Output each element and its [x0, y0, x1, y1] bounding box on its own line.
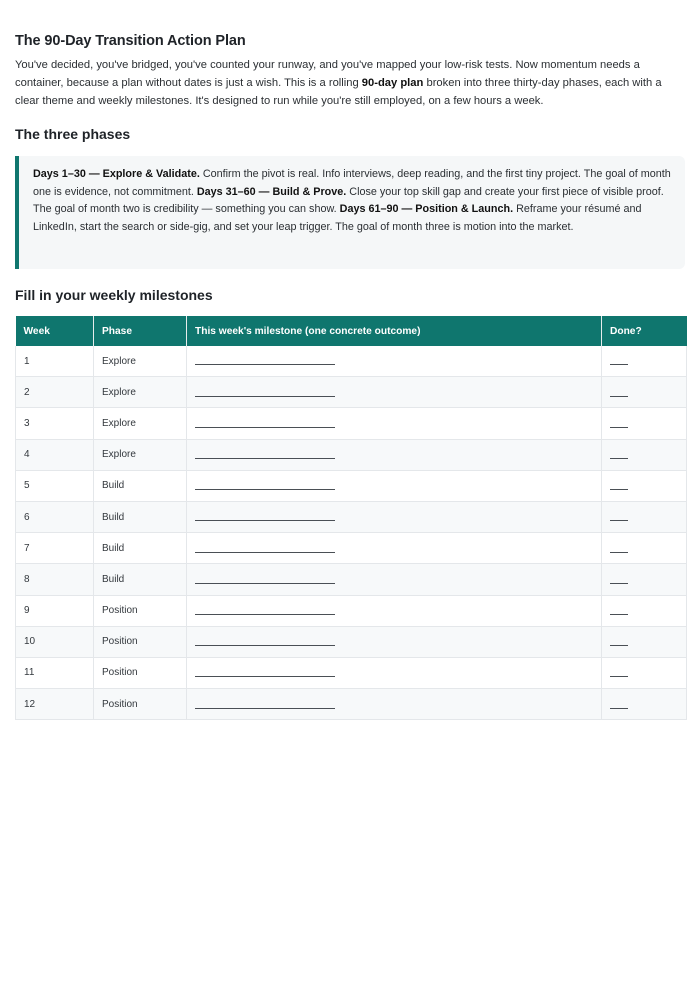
phase-cell: Build: [94, 564, 187, 595]
done-blank-line[interactable]: [610, 606, 628, 615]
intro-text-1: You've decided, you've bridged, you've counted your runway, and you've mapped your low-risk tests. Now momentum needs a container, because a plan without dates is just a wish. This is a rolling: [15, 59, 640, 89]
week-cell: 9: [16, 595, 94, 626]
phase-cell: Build: [94, 470, 187, 501]
done-cell[interactable]: [602, 377, 687, 408]
milestone-blank-line[interactable]: [195, 606, 335, 615]
done-cell[interactable]: [602, 533, 687, 564]
done-blank-line[interactable]: [610, 512, 628, 521]
milestone-cell[interactable]: [187, 626, 602, 657]
phase-cell: Explore: [94, 346, 187, 377]
phase-2-label: Days 31–60 — Build & Prove.: [196, 185, 347, 198]
milestone-blank-line[interactable]: [195, 356, 335, 365]
milestone-cell[interactable]: [187, 533, 602, 564]
table-row: [16, 564, 687, 595]
milestone-blank-line[interactable]: [195, 481, 335, 490]
done-cell[interactable]: [602, 470, 687, 501]
header-phase: Phase: [94, 316, 187, 346]
done-cell[interactable]: [602, 408, 687, 439]
milestone-blank-line[interactable]: [195, 544, 335, 553]
milestone-cell[interactable]: [187, 501, 602, 532]
phase-cell: Build: [94, 501, 187, 532]
milestone-cell[interactable]: [187, 564, 602, 595]
milestone-cell[interactable]: [187, 346, 602, 377]
milestones-heading: Fill in your weekly milestones: [15, 287, 213, 303]
table-row: [16, 533, 687, 564]
done-blank-line[interactable]: [610, 419, 628, 428]
phase-3-label: Days 61–90 — Position & Launch.: [339, 203, 514, 216]
phase-cell: Explore: [94, 377, 187, 408]
week-cell: 11: [16, 657, 94, 688]
phase-cell: Position: [94, 626, 187, 657]
table-row: [16, 439, 687, 470]
milestone-blank-line[interactable]: [195, 575, 335, 584]
done-blank-line[interactable]: [610, 637, 628, 646]
table-row: [16, 595, 687, 626]
week-cell: 6: [16, 501, 94, 532]
week-cell: 10: [16, 626, 94, 657]
done-blank-line[interactable]: [610, 668, 628, 677]
phase-cell: Position: [94, 595, 187, 626]
table-row: [16, 408, 687, 439]
intro-bold: 90-day plan: [361, 77, 424, 89]
done-cell[interactable]: [602, 439, 687, 470]
week-cell: 12: [16, 689, 94, 720]
milestone-blank-line[interactable]: [195, 419, 335, 428]
intro-text-2: broken into three thirty-day phases, each with a clear theme and weekly milestones. It's designed to run while you're still employed, on a few hours a week.: [15, 77, 662, 107]
phase-cell: Explore: [94, 408, 187, 439]
header-done: Done?: [602, 316, 687, 346]
table-row: [16, 377, 687, 408]
table-header-row: [16, 316, 687, 346]
done-cell[interactable]: [602, 626, 687, 657]
done-blank-line[interactable]: [610, 700, 628, 709]
done-cell[interactable]: [602, 501, 687, 532]
week-cell: 1: [16, 346, 94, 377]
phase-cell: Position: [94, 657, 187, 688]
page-title: The 90-Day Transition Action Plan: [15, 33, 246, 49]
done-cell[interactable]: [602, 595, 687, 626]
done-blank-line[interactable]: [610, 481, 628, 490]
milestone-cell[interactable]: [187, 470, 602, 501]
week-cell: 2: [16, 377, 94, 408]
done-blank-line[interactable]: [610, 388, 628, 397]
phase-cell: Explore: [94, 439, 187, 470]
table-row: [16, 626, 687, 657]
done-cell[interactable]: [602, 346, 687, 377]
done-blank-line[interactable]: [610, 575, 628, 584]
intro-paragraph: [15, 56, 687, 110]
phase-1-label: Days 1–30 — Explore & Validate.: [33, 168, 200, 180]
week-cell: 8: [16, 564, 94, 595]
done-cell[interactable]: [602, 689, 687, 720]
milestone-blank-line[interactable]: [195, 637, 335, 646]
week-cell: 4: [16, 439, 94, 470]
done-cell[interactable]: [602, 564, 687, 595]
done-cell[interactable]: [602, 657, 687, 688]
milestone-blank-line[interactable]: [195, 512, 335, 521]
milestone-cell[interactable]: [187, 595, 602, 626]
done-blank-line[interactable]: [610, 356, 628, 365]
phase-2-text: Close your top skill gap and create your first piece of visible proof. The goal of month two is credibility — something you can show.: [33, 185, 664, 216]
milestone-blank-line[interactable]: [195, 668, 335, 677]
phase-cell: Build: [94, 533, 187, 564]
milestone-cell[interactable]: [187, 377, 602, 408]
week-cell: 3: [16, 408, 94, 439]
milestone-blank-line[interactable]: [195, 450, 335, 459]
milestone-blank-line[interactable]: [195, 388, 335, 397]
header-week: Week: [16, 316, 94, 346]
milestones-table: [15, 316, 687, 720]
table-row: [16, 689, 687, 720]
header-milestone: This week's milestone (one concrete outcome): [187, 316, 602, 346]
milestone-cell[interactable]: [187, 439, 602, 470]
phases-callout: [15, 156, 685, 269]
milestone-cell[interactable]: [187, 408, 602, 439]
milestone-cell[interactable]: [187, 689, 602, 720]
table-row: [16, 657, 687, 688]
table-row: [16, 346, 687, 377]
phase-1-text: Confirm the pivot is real. Info interviews, deep reading, and the first tiny project. The goal of month one is evidence, not commitment.: [33, 168, 671, 198]
phase-cell: Position: [94, 689, 187, 720]
phases-heading: The three phases: [15, 126, 131, 142]
table-row: [16, 470, 687, 501]
phase-3-text: Reframe your résumé and LinkedIn, start the search or side-gig, and set your leap trigger. The goal of month three is motion into the market.: [33, 203, 642, 234]
week-cell: 7: [16, 533, 94, 564]
done-blank-line[interactable]: [610, 544, 628, 553]
week-cell: 5: [16, 470, 94, 501]
done-blank-line[interactable]: [610, 450, 628, 459]
milestone-blank-line[interactable]: [195, 700, 335, 709]
table-row: [16, 501, 687, 532]
milestone-cell[interactable]: [187, 657, 602, 688]
